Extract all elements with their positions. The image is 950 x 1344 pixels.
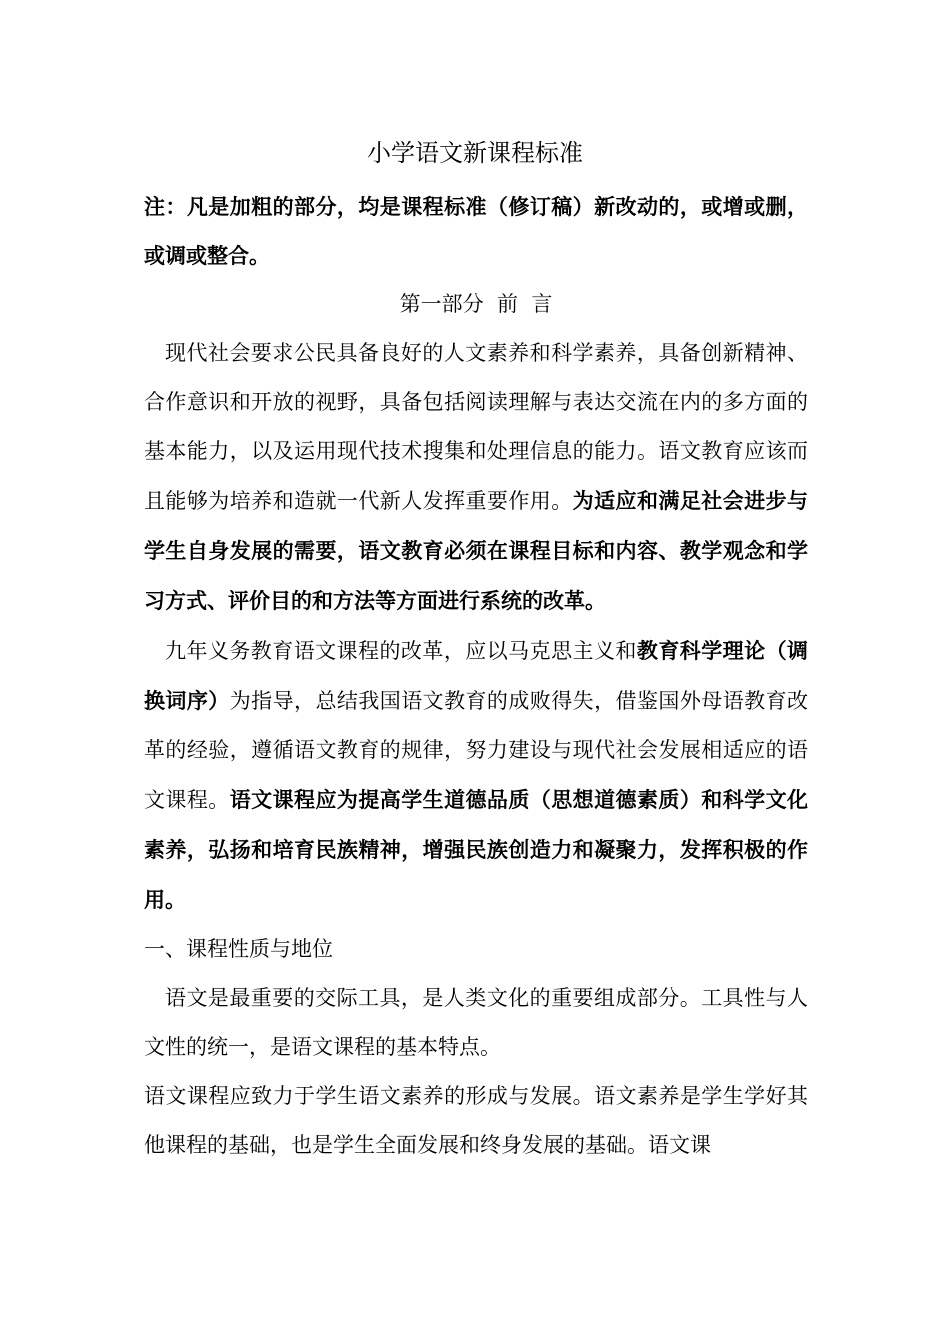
section-heading: 一、课程性质与地位 [144, 937, 333, 961]
paragraph-text: 九年义务教育语文课程的改革，应以马克思主义和 [165, 639, 637, 663]
revision-note: 注：凡是加粗的部分，均是课程标准（修订稿）新改动的，或增或删，或调或整合。 [144, 194, 808, 268]
paragraph-bold-text: 语文课程应为提高学生道德品质（思想道德素质）和科学文化素养，弘扬和培育民族精神，增强民族创造力和凝聚力，发挥积极的作用。 [144, 787, 808, 912]
document-title: 小学语文新课程标准 [367, 139, 583, 167]
document-body [144, 182, 808, 1170]
paragraph-bold-text: 为适应和满足社会进步与学生自身发展的需要，语文教育必须在课程目标和内容、教学观念和学习方式、评价目的和方法等方面进行系统的改革。 [144, 488, 809, 613]
part-heading: 第一部分 前 言 [399, 292, 553, 316]
paragraph-nature-2: 语文课程应致力于学生语文素养的形成与发展。语文素养是学生学好其他课程的基础，也是学生全面发展和终身发展的基础。语文课 [144, 1084, 808, 1157]
paragraph-nature-1: 语文是最重要的交际工具，是人类文化的重要组成部分。工具性与人文性的统一，是语文课程的基本特点。 [144, 986, 808, 1059]
paragraph-preface-2 [144, 626, 808, 925]
paragraph-text: 为指导，总结我国语文教育的成败得失，借鉴国外母语教育改革的经验，遵循语文教育的规律，努力建设与现代社会发展相适应的语文课程。 [144, 689, 808, 812]
paragraph-bold-text: 教育科学理论（调换词序） [144, 638, 809, 713]
paragraph-text: 现代社会要求公民具备良好的人文素养和科学素养，具备创新精神、合作意识和开放的视野，具备包括阅读理解与表达交流在内的多方面的基本能力，以及运用现代技术搜集和处理信息的能力。语文教育应该而且能够为培养和造就一代新人发挥重要作用。 [144, 341, 808, 513]
paragraph-preface-1 [144, 329, 808, 626]
